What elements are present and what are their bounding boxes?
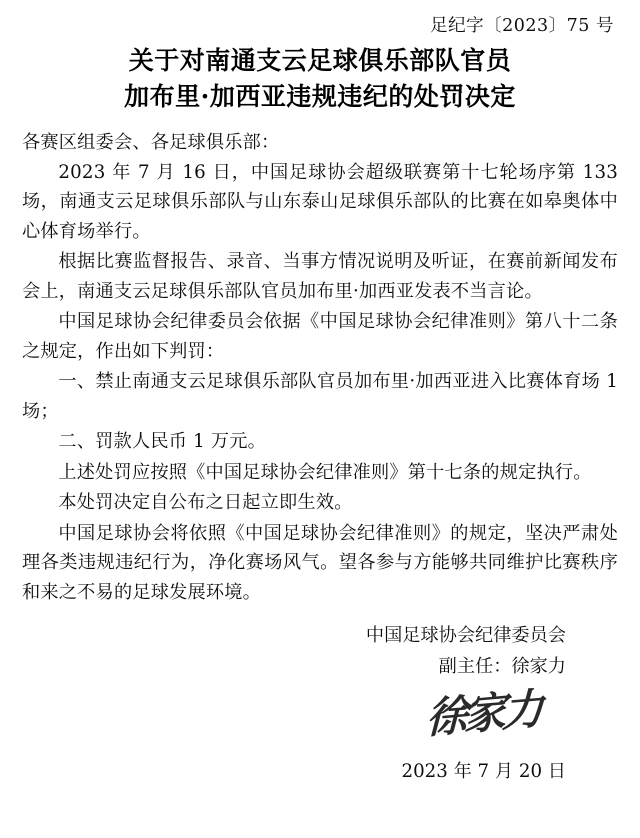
paragraph-8: 中国足球协会将依照《中国足球协会纪律准则》的规定，坚决严肃处理各类违规违纪行为，净化赛场风气。望各参与方能够共同维护比赛秩序和来之不易的足球发展环境。 bbox=[22, 522, 618, 603]
signature-block bbox=[22, 621, 618, 683]
handwritten-signature-area bbox=[22, 683, 618, 757]
paragraph-2: 根据比赛监督报告、录音、当事方情况说明及听证，在赛前新闻发布会上，南通支云足球俱乐部队官员加布里·加西亚发表不当言论。 bbox=[22, 251, 618, 302]
handwritten-signature: 徐家力 bbox=[425, 684, 541, 744]
title-line-2: 加布里·加西亚违规违纪的处罚决定 bbox=[124, 82, 516, 112]
paragraph-7: 本处罚决定自公布之日起立即生效。 bbox=[58, 492, 353, 514]
paragraph-6: 上述处罚应按照《中国足球协会纪律准则》第十七条的规定执行。 bbox=[58, 461, 592, 483]
paragraph-5: 二、罚款人民币 1 万元。 bbox=[58, 431, 266, 453]
document-date: 2023 年 7 月 20 日 bbox=[401, 761, 566, 783]
document-number: 足纪字〔2023〕75 号 bbox=[430, 16, 614, 36]
paragraph-1: 2023 年 7 月 16 日，中国足球协会超级联赛第十七轮场序第 133 场，南通支云足球俱乐部队与山东泰山足球俱乐部队的比赛在如皋奥体中心体育场举行。 bbox=[22, 161, 618, 242]
page-title bbox=[22, 43, 618, 116]
issuing-organization: 中国足球协会纪律委员会 bbox=[365, 625, 566, 647]
title-line-1: 关于对南通支云足球俱乐部队官员 bbox=[128, 46, 512, 75]
salutation: 各赛区组委会、各足球俱乐部： bbox=[22, 131, 280, 153]
document-body bbox=[22, 128, 618, 608]
paragraph-4: 一、禁止南通支云足球俱乐部队官员加布里·加西亚进入比赛体育场 1 场； bbox=[22, 371, 618, 422]
paragraph-3: 中国足球协会纪律委员会依据《中国足球协会纪律准则》第八十二条之规定，作出如下判罚： bbox=[22, 311, 618, 362]
signer-title-name: 副主任：徐家力 bbox=[438, 656, 566, 678]
